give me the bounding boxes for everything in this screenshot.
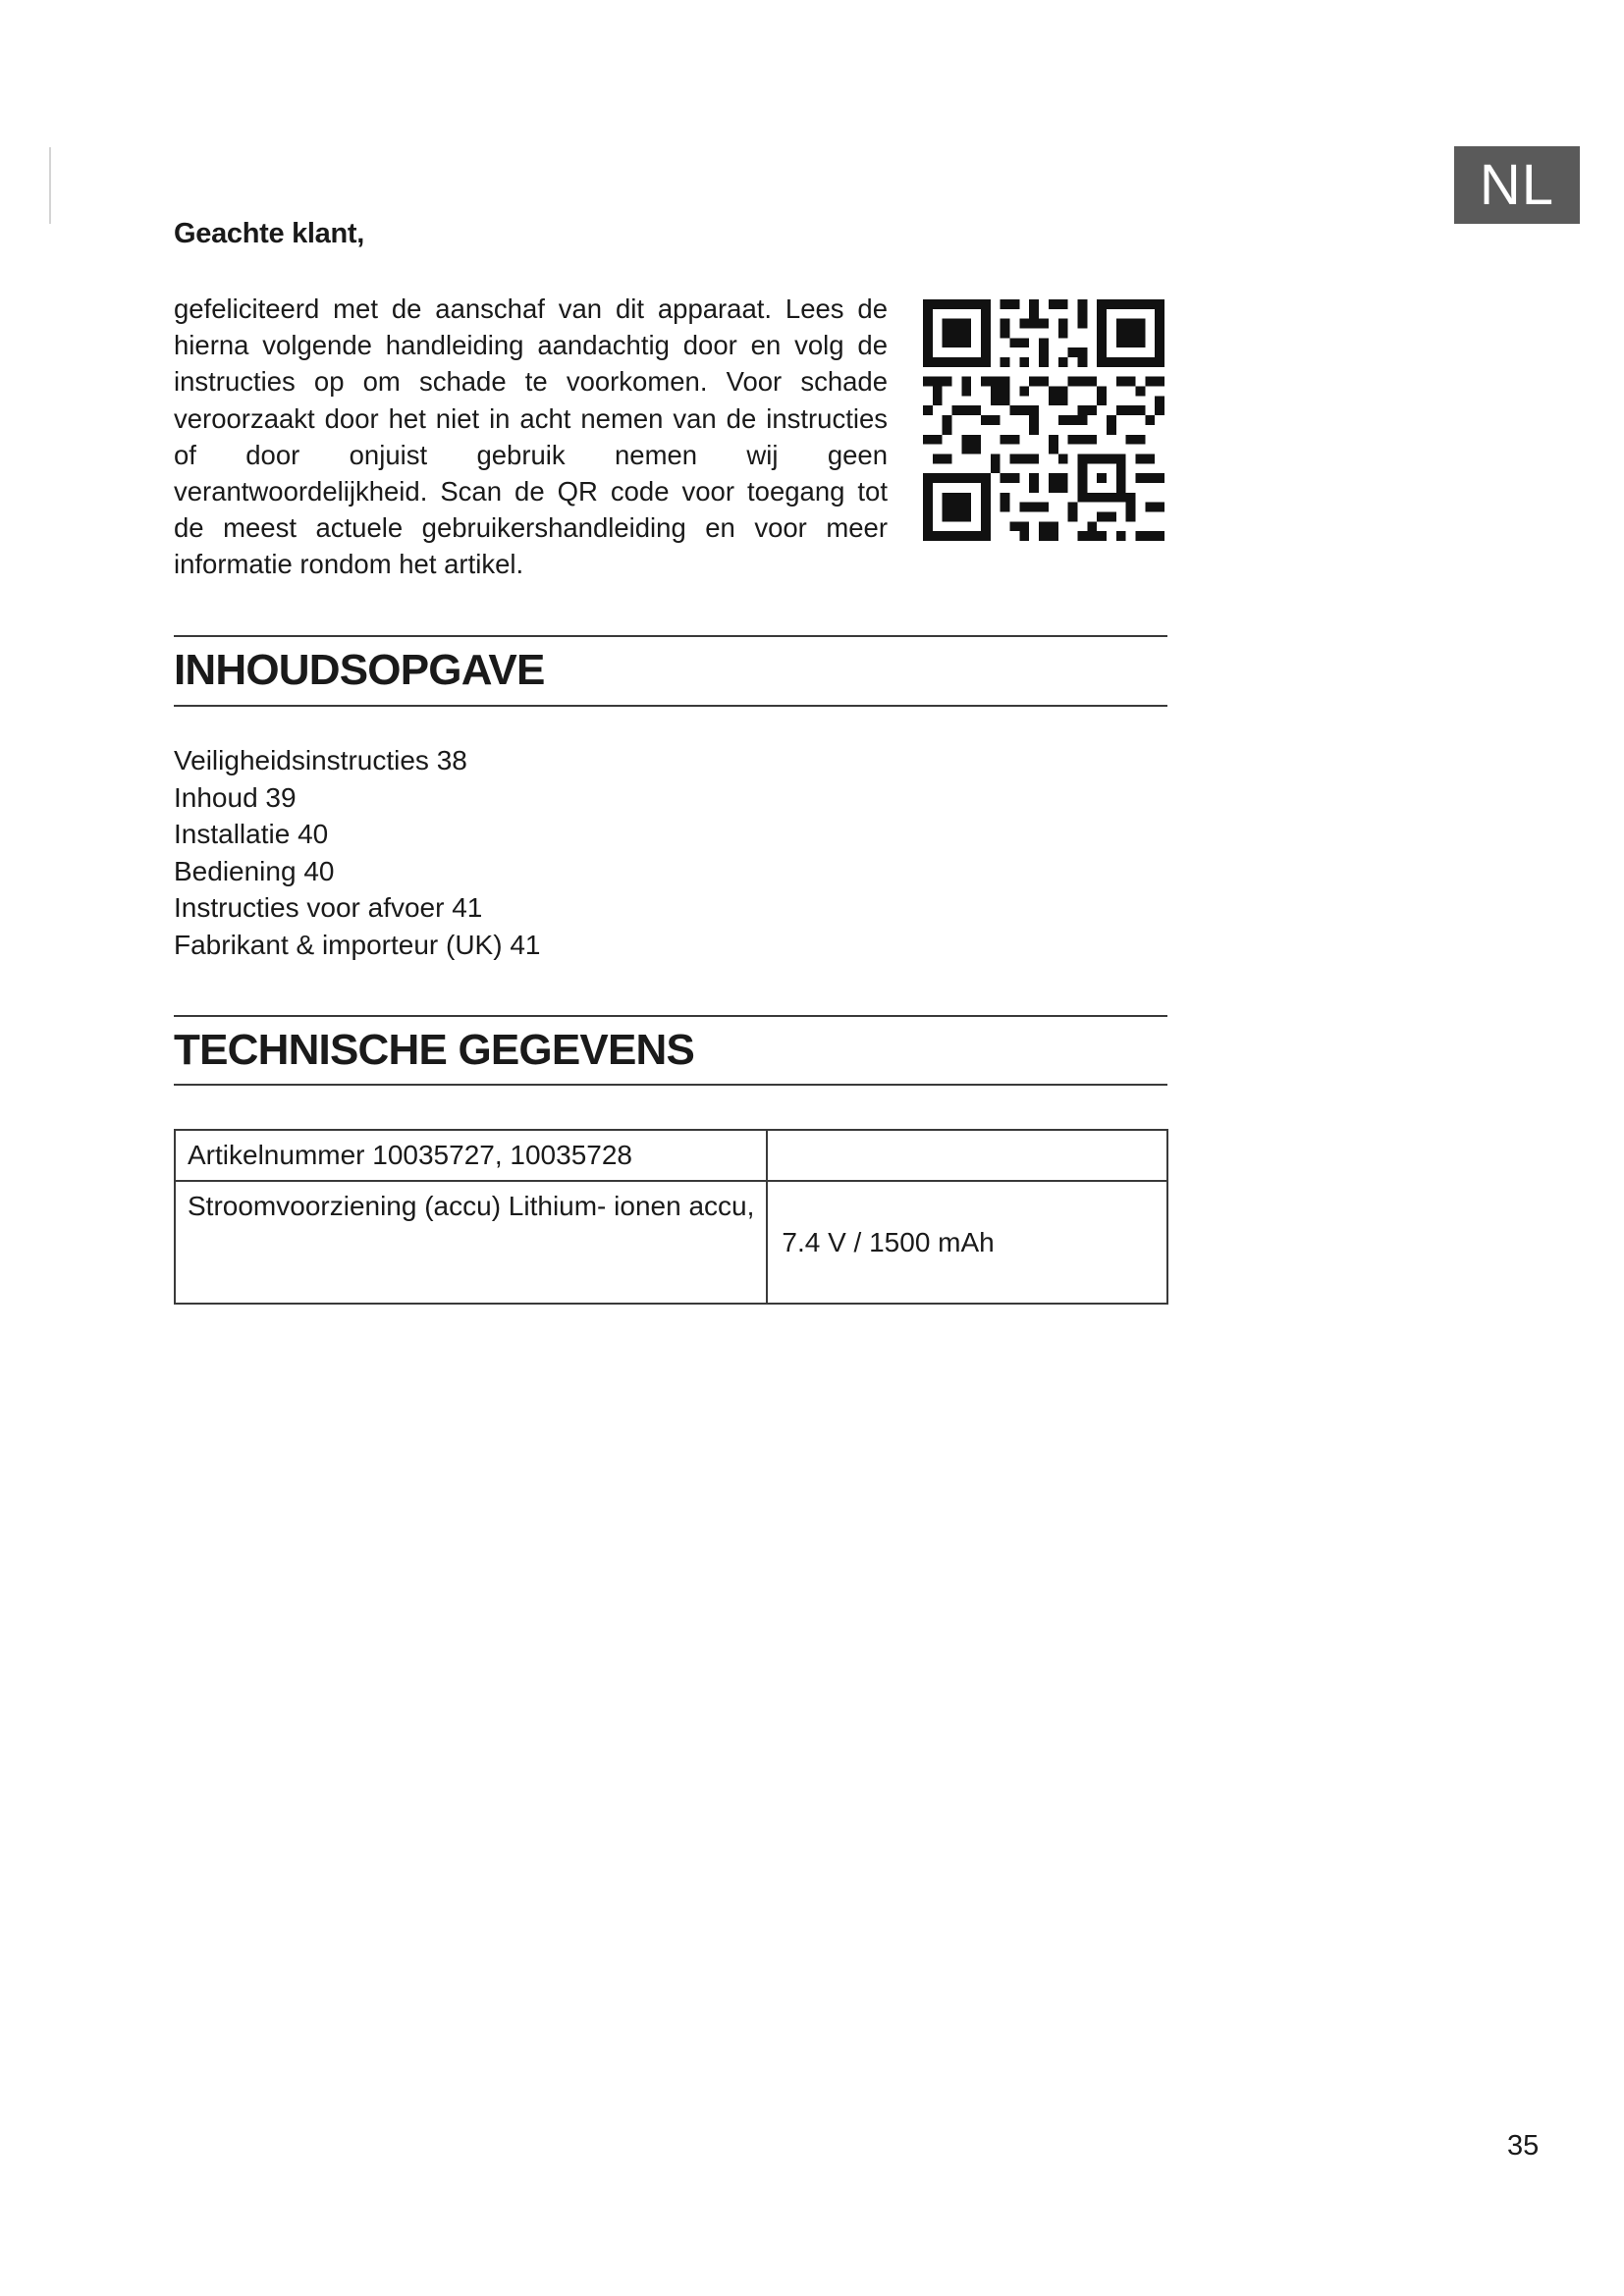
technical-title: TECHNISCHE GEGEVENS <box>174 1026 695 1074</box>
spec-value-text: 7.4 V / 1500 mAh <box>782 1227 995 1257</box>
toc-item: Fabrikant & importeur (UK) 41 <box>174 929 541 960</box>
toc-item: Instructies voor afvoer 41 <box>174 892 483 923</box>
toc-item: Installatie 40 <box>174 819 329 849</box>
toc-rule-bottom <box>174 705 1167 707</box>
qr-code <box>923 299 1164 541</box>
toc-item: Bediening 40 <box>174 855 335 886</box>
toc-title: INHOUDSOPGAVE <box>174 646 545 694</box>
intro-paragraph: gefeliciteerd met de aanschaf van dit apparaat. Lees de hierna volgende handleiding aandachtig door en volg de instructies op om schade te voorkomen. Voor schade veroorzaakt door het niet in acht nemen van de instructies of door onjuist gebruik nemen wij geen verantwoordelijkheid. Scan de QR code voor toegang tot de meest actuele gebruikershandleiding en voor meer informatie rondom het artikel. <box>174 294 888 580</box>
page-number: 35 <box>1507 2130 1540 2162</box>
spec-value <box>767 1181 1167 1304</box>
spec-label: Artikelnummer 10035727, 10035728 <box>175 1130 767 1181</box>
language-badge: NL <box>1454 146 1580 224</box>
table-of-contents <box>174 742 540 963</box>
toc-item: Inhoud 39 <box>174 781 297 813</box>
spec-label: Stroomvoorziening (accu) Lithium- ionen accu, <box>175 1181 767 1304</box>
technical-rule-bottom <box>174 1084 1167 1086</box>
spec-value <box>767 1130 1167 1181</box>
toc-item: Veiligheidsinstructies 38 <box>174 745 467 775</box>
toc-rule-top <box>174 635 1167 637</box>
technical-rule-top <box>174 1015 1167 1017</box>
table-row <box>175 1181 1167 1304</box>
greeting: Geachte klant, <box>174 218 365 249</box>
margin-mark <box>49 147 51 224</box>
table-row <box>175 1130 1167 1181</box>
specifications-table <box>174 1129 1168 1305</box>
